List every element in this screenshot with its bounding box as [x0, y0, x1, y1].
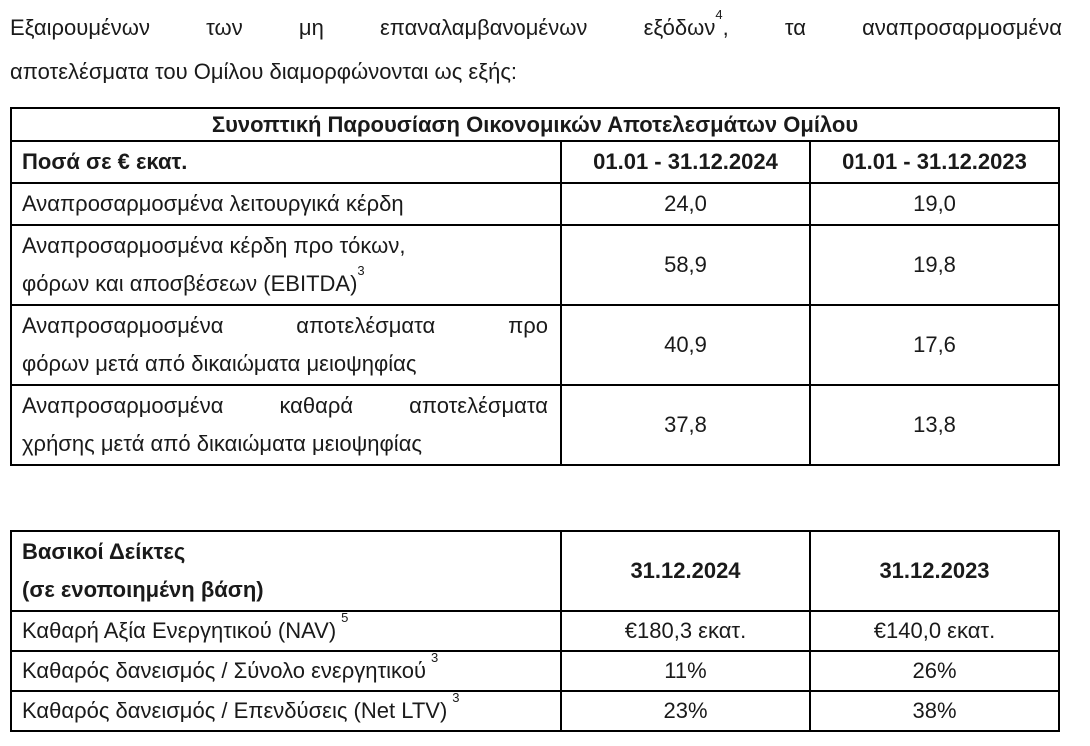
intro-paragraph: [10, 6, 1062, 94]
column-header-date-2023: 31.12.2023: [810, 531, 1059, 611]
table-row-pretax-results: [11, 305, 1059, 385]
value-2023: 19,0: [810, 183, 1059, 225]
row-label-text: Καθαρή Αξία Ενεργητικού (NAV): [22, 618, 337, 643]
ratios-header-line: Βασικοί Δείκτες: [22, 539, 186, 564]
intro-text-post: , τα αναπροσαρμοσμένα: [722, 15, 1062, 40]
intro-text-pre: Εξαιρουμένων των μη επαναλαμβανομένων εξόδων: [10, 15, 716, 40]
value-2024: 58,9: [561, 225, 810, 305]
value-2024: 40,9: [561, 305, 810, 385]
value-2023: €140,0 εκατ.: [810, 611, 1059, 651]
column-header-period-2024: 01.01 - 31.12.2024: [561, 141, 810, 183]
row-label: [11, 225, 561, 305]
row-label: [11, 305, 561, 385]
intro-line-2: αποτελέσματα του Ομίλου διαμορφώνονται ως εξής:: [10, 59, 518, 84]
financial-summary-table: [10, 107, 1060, 466]
row-label-line: Αναπροσαρμοσμένα αποτελέσματα προ: [22, 313, 548, 338]
footnote-ref-5: 5: [341, 609, 349, 625]
footnote-ref-3: 3: [452, 689, 460, 705]
table-row-operating-profit: [11, 183, 1059, 225]
table-title-row: [11, 108, 1059, 141]
row-label-text: Καθαρός δανεισμός / Σύνολο ενεργητικού: [22, 658, 427, 683]
table-header-row: [11, 141, 1059, 183]
table-title: Συνοπτική Παρουσίαση Οικονομικών Αποτελεσμάτων Ομίλου: [11, 108, 1059, 141]
value-2023: 19,8: [810, 225, 1059, 305]
row-label: [11, 611, 561, 651]
footnote-ref-3: 3: [431, 649, 439, 665]
row-label: [11, 651, 561, 691]
row-label-line: Αναπροσαρμοσμένα καθαρά αποτελέσματα: [22, 393, 548, 418]
value-2024: 37,8: [561, 385, 810, 465]
column-header-period-2023: 01.01 - 31.12.2023: [810, 141, 1059, 183]
column-header-date-2024: 31.12.2024: [561, 531, 810, 611]
row-label-line: Αναπροσαρμοσμένα κέρδη προ τόκων,: [22, 233, 406, 258]
footnote-ref-3: 3: [357, 262, 365, 278]
intro-line-1: [10, 6, 1062, 50]
value-2023: 13,8: [810, 385, 1059, 465]
table-row-net-results: [11, 385, 1059, 465]
footnote-ref-4: 4: [715, 6, 723, 22]
table-row-net-ltv: [11, 691, 1059, 731]
value-2024: 23%: [561, 691, 810, 731]
value-2023: 38%: [810, 691, 1059, 731]
column-header-amounts: Ποσά σε € εκατ.: [11, 141, 561, 183]
value-2024: 11%: [561, 651, 810, 691]
table-row-nav: [11, 611, 1059, 651]
ratios-header-line: (σε ενοποιημένη βάση): [22, 577, 264, 602]
value-2023: 17,6: [810, 305, 1059, 385]
row-label: [11, 691, 561, 731]
row-label-line: [22, 262, 548, 303]
row-label: [11, 385, 561, 465]
value-2024: 24,0: [561, 183, 810, 225]
table-row-ebitda: [11, 225, 1059, 305]
row-label-text: Καθαρός δανεισμός / Επενδύσεις (Net LTV): [22, 698, 448, 723]
row-label: [11, 183, 561, 225]
key-ratios-table: [10, 530, 1060, 732]
column-header-ratios: [11, 531, 561, 611]
row-label-text: φόρων και αποσβέσεων (EBITDA): [22, 271, 358, 296]
table-header-row: [11, 531, 1059, 611]
row-label-line: χρήσης μετά από δικαιώματα μειοψηφίας: [22, 431, 423, 456]
value-2024: €180,3 εκατ.: [561, 611, 810, 651]
table-row-net-debt-assets: [11, 651, 1059, 691]
value-2023: 26%: [810, 651, 1059, 691]
row-label-line: Αναπροσαρμοσμένα λειτουργικά κέρδη: [22, 191, 404, 216]
row-label-line: φόρων μετά από δικαιώματα μειοψηφίας: [22, 351, 417, 376]
